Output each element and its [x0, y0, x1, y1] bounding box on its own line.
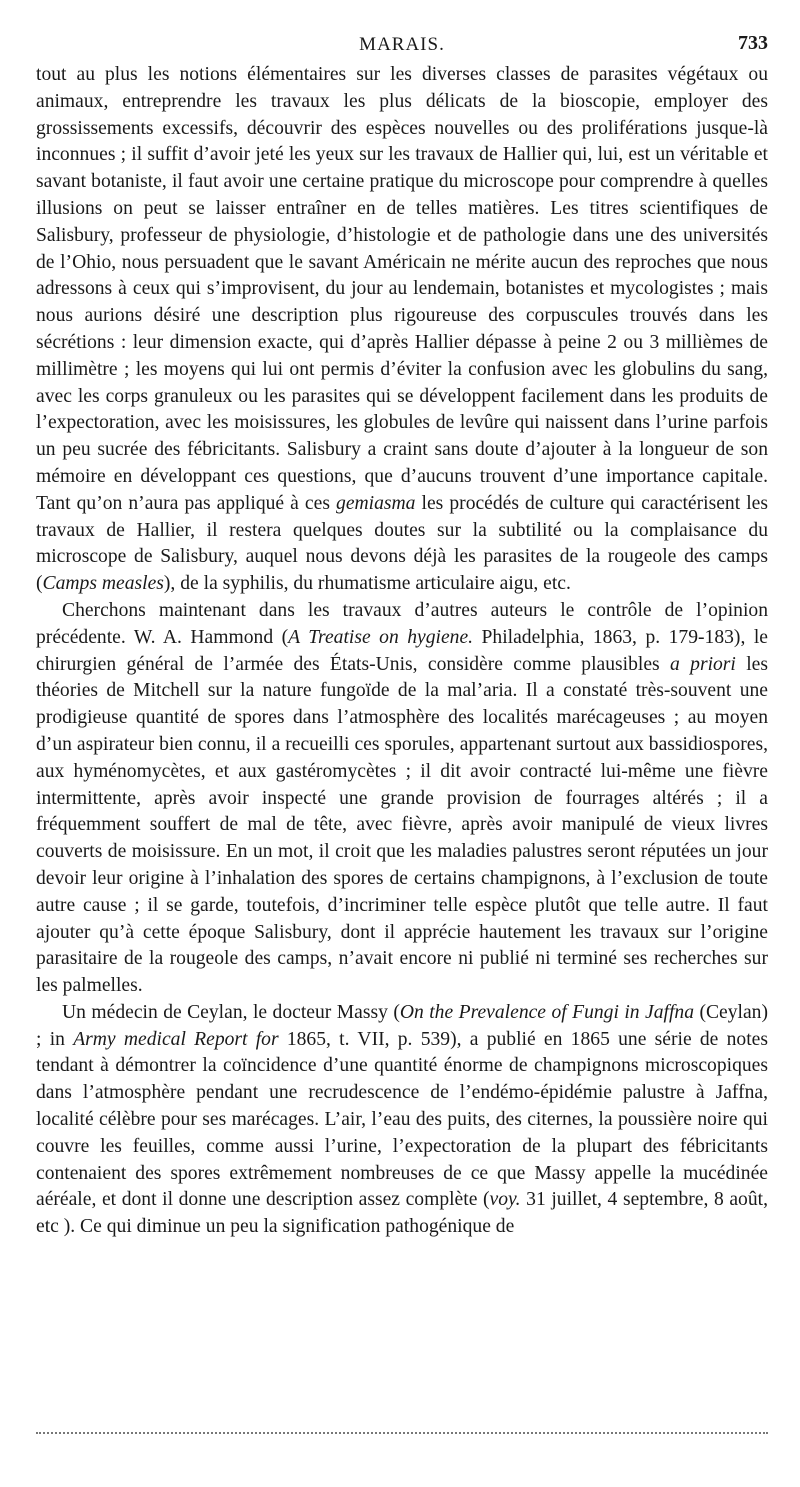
- italic-text: Army medical Report for: [73, 1028, 279, 1050]
- text-run: 1865, t. VII, p. 539), a publié en 1865 une série de notes tendant à démontrer la coïncidence d’une quantité énorme de champignons microscopiques dans l’atmosphère pendant une recrudescence de l’endémo-épidémie palustre à Jaffna, localité célèbre pour ses marécages. L’air, l’eau des puits, des citernes, la poussière noire qui couvre les feuilles, comme aussi l’urine, l’expectoration de la plupart des fébricitants contenaient des spores extrêmement nombreuses de ce que Massy appelle la mucédinée aéréale, et dont il donne une description assez complète (: [36, 1028, 768, 1211]
- text-run: les procédés de culture qui caractérisent les travaux de Hallier, il restera quelques doutes sur la subtilité ou la complaisance du microscope de Salisbury, auquel nous devons déjà les parasites de la rougeole des camps (: [36, 492, 768, 595]
- text-run: Cherchons maintenant dans les travaux d’autres auteurs le contrôle de l’opinion précédente. W. A. Hammond (: [36, 599, 768, 648]
- document-page: [36, 28, 768, 1241]
- bottom-rule: [36, 1432, 768, 1434]
- italic-text: a priori: [670, 653, 736, 675]
- body-text: [36, 62, 768, 1241]
- text-run: les théories de Mitchell sur la nature fungoïde de la mal’aria. Il a constaté très-souvent une prodigieuse quantité de spores dans l’atmosphère des localités marécageuses ; au moyen d’un aspirateur bien connu, il a recueilli ces sporules, appartenant surtout aux bassidiospores, aux hyménomycètes, et aux gastéromycètes ; il dit avoir contracté lui-même une fièvre intermittente, après avoir inspecté une grande provision de fourrages altérés ; il a fréquemment souffert de mal de tête, avec fièvre, après avoir manipulé de vieux livres couverts de moisissure. En un mot, il croit que les maladies palustres seront réputées un jour devoir leur origine à l’inhalation des spores de certains champignons, à l’exclusion de toute autre cause ; il se garde, toutefois, d’incriminer telle espèce plutôt que telle autre. Il faut ajouter qu’à cette époque Salisbury, dont il apprécie hautement les travaux sur l’origine parasitaire de la rougeole des camps, n’avait encore ni publié ni terminé ses recherches sur les palmelles.: [36, 653, 768, 997]
- text-run: tout au plus les notions élémentaires sur les diverses classes de parasites végétaux ou animaux, entreprendre les travaux les plus délicats de la bioscopie, employer des grossissements excessifs, découvrir des espèces nouvelles ou des proliférations jusque-là inconnues ; il suffit d’avoir jeté les yeux sur les travaux de Hallier qui, lui, est un véritable et savant botaniste, il faut avoir une certaine pratique du microscope pour comprendre à quelles illusions on peut se laisser entraîner en de telles matières. Les titres scientifiques de Salisbury, professeur de physiologie, d’histologie et de pathologie dans une des universités de l’Ohio, nous persuadent que le savant Américain ne mérite aucun des reproches que nous adressons à ceux qui s’improvisent, du jour au lendemain, botanistes et mycologistes ; mais nous aurions désiré une description plus rigoureuse des corpuscules trouvés dans les sécrétions : leur dimension exacte, qui d’après Hallier dépasse à peine 2 ou 3 millièmes de millimètre ; les moyens qui lui ont permis d’éviter la confusion avec les globulins du sang, avec les corps granuleux ou les parasites qui se développent facilement dans les produits de l’expectoration, avec les moisissures, les globules de levûre qui naissent dans l’urine parfois un peu sucrée des fébricitants. Salisbury a craint sans doute d’ajouter à la longueur de son mémoire en développant ces questions, que d’aucuns trouvent d’une importance capitale. Tant qu’on n’aura pas appliqué à ces: [36, 64, 768, 514]
- text-run: (Ceylan) ; in: [36, 1001, 769, 1050]
- running-head: [36, 28, 768, 58]
- running-title: MARAIS.: [359, 34, 445, 55]
- text-run: Un médecin de Ceylan, le docteur Massy (: [62, 1001, 400, 1023]
- text-run: 31 juillet, 4 septembre, 8 août, etc ). Ce qui diminue un peu la signification pathogénique de: [36, 1189, 768, 1238]
- text-run: Philadelphia, 1863, p. 179-183), le chirurgien général de l’armée des États-Unis, considère comme plausibles: [36, 626, 768, 675]
- italic-text: voy.: [489, 1189, 521, 1211]
- paragraph: [36, 598, 768, 1000]
- italic-text: A Treatise on hygiene.: [288, 626, 474, 648]
- text-run: ), de la syphilis, du rhumatisme articulaire aigu, etc.: [163, 573, 571, 595]
- italic-text: gemiasma: [336, 492, 416, 514]
- paragraph: [36, 1000, 768, 1241]
- italic-text: Camps measles: [42, 573, 164, 595]
- paragraph: [36, 62, 768, 598]
- page-number: 733: [738, 32, 768, 54]
- italic-text: On the Prevalence of Fungi in Jaffna: [399, 1001, 695, 1023]
